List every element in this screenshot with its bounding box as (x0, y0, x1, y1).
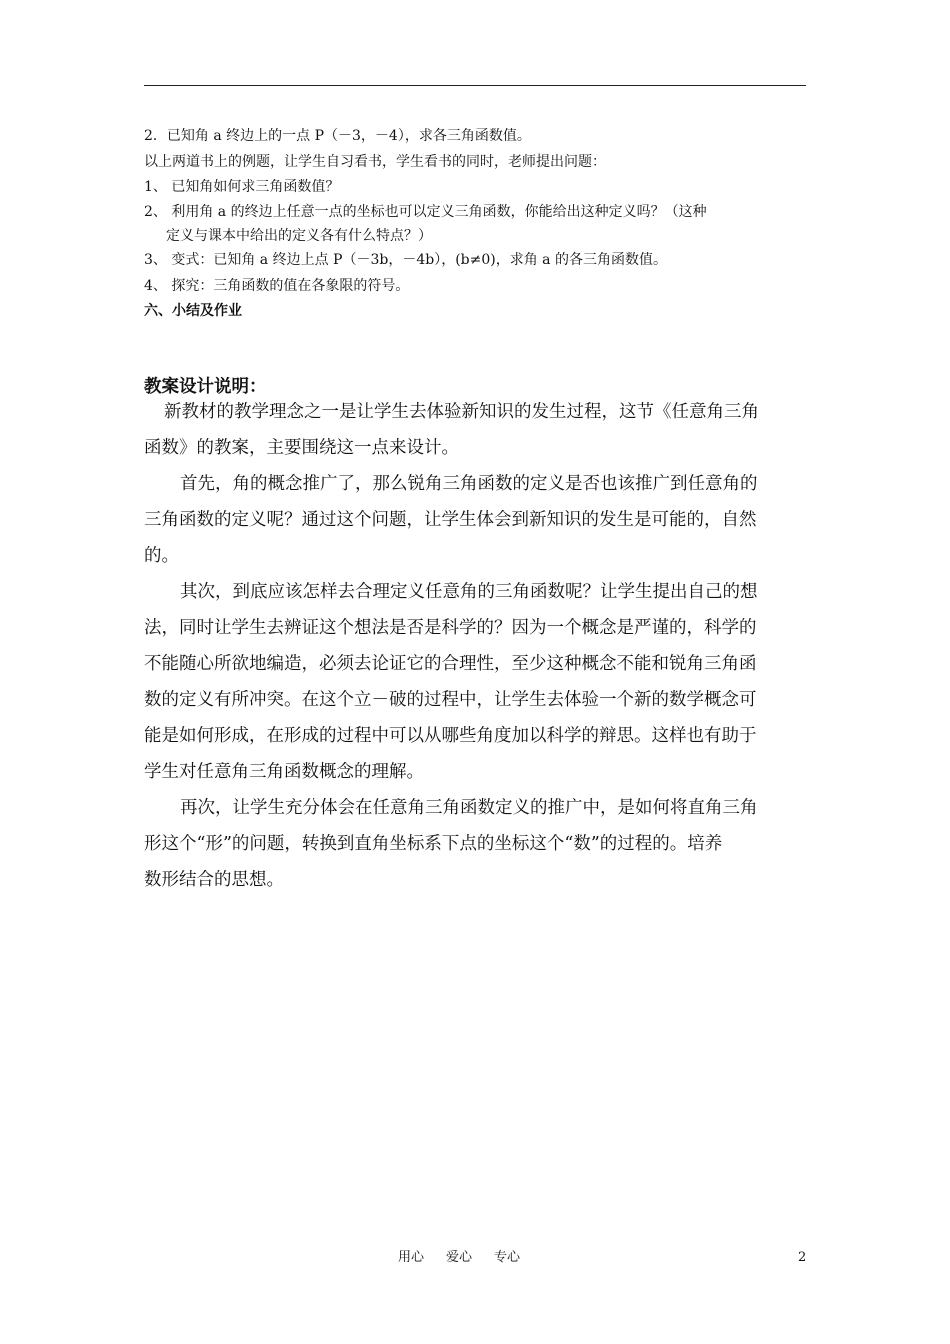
design-notes-heading: 教案设计说明： (144, 377, 267, 397)
page-number: 2 (798, 1250, 807, 1265)
design-para-3-line-4: 数的定义有所冲突。在这个立－破的过程中，让学生去体验一个新的数学概念可 (144, 690, 757, 710)
design-para-3-line-5: 能是如何形成，在形成的过程中可以从哪些角度加以科学的辩思。这样也有助于 (144, 726, 757, 746)
section-six-heading: 六、小结及作业 (144, 303, 242, 319)
question-4: 4、 探究：三角函数的值在各象限的符号。 (144, 278, 410, 294)
question-1: 1、 已知角如何求三角函数值？ (144, 179, 340, 195)
design-para-4-line-3: 数形结合的思想。 (144, 870, 284, 890)
design-para-4-line-1: 再次，让学生充分体会在任意角三角函数定义的推广中，是如何将直角三角 (180, 798, 758, 818)
footer-motto-2: 爱心 (446, 1250, 473, 1265)
question-3: 3、 变式：已知角 a 终边上点 P（－3b，－4b），(b≠0)，求角 a 的各三角函数值。 (144, 252, 667, 268)
design-para-2-line-2: 三角函数的定义呢？通过这个问题，让学生体会到新知识的发生是可能的，自然 (144, 510, 757, 530)
footer-motto (398, 1250, 520, 1266)
design-para-3-line-2: 法，同时让学生去辨证这个想法是否是科学的？因为一个概念是严谨的，科学的 (144, 618, 757, 638)
question-2-line-2: 定义与课本中给出的定义各有什么特点？） (166, 228, 432, 244)
design-para-1-line-2: 函数》的教案，主要围绕这一点来设计。 (144, 438, 459, 458)
design-para-2-line-1: 首先，角的概念推广了，那么锐角三角函数的定义是否也该推广到任意角的 (180, 474, 758, 494)
design-para-3-line-1: 其次，到底应该怎样去合理定义任意角的三角函数呢？让学生提出自己的想 (180, 582, 758, 602)
design-para-2-line-3: 的。 (144, 546, 179, 566)
header-rule (144, 85, 806, 86)
design-para-3-line-3: 不能随心所欲地编造，必须去论证它的合理性，至少这种概念不能和锐角三角函 (144, 654, 757, 674)
question-2-line-1: 2、 利用角 a 的终边上任意一点的坐标也可以定义三角函数，你能给出这种定义吗？（这种 (144, 204, 707, 220)
design-para-1-line-1: 新教材的教学理念之一是让学生去体验新知识的发生过程，这节《任意角三角 (164, 402, 759, 422)
exercise-line-2: 2．已知角 a 终边上的一点 P（－3，－4），求各三角函数值。 (144, 128, 531, 144)
design-para-4-line-2: 形这个“形”的问题，转换到直角坐标系下点的坐标这个“数”的过程的。培养 (144, 834, 723, 854)
footer-motto-3: 专心 (494, 1250, 521, 1265)
design-para-3-line-6: 学生对任意角三角函数概念的理解。 (144, 762, 424, 782)
footer-motto-1: 用心 (398, 1250, 425, 1265)
exercise-intro: 以上两道书上的例题，让学生自习看书，学生看书的同时，老师提出问题： (144, 154, 606, 170)
